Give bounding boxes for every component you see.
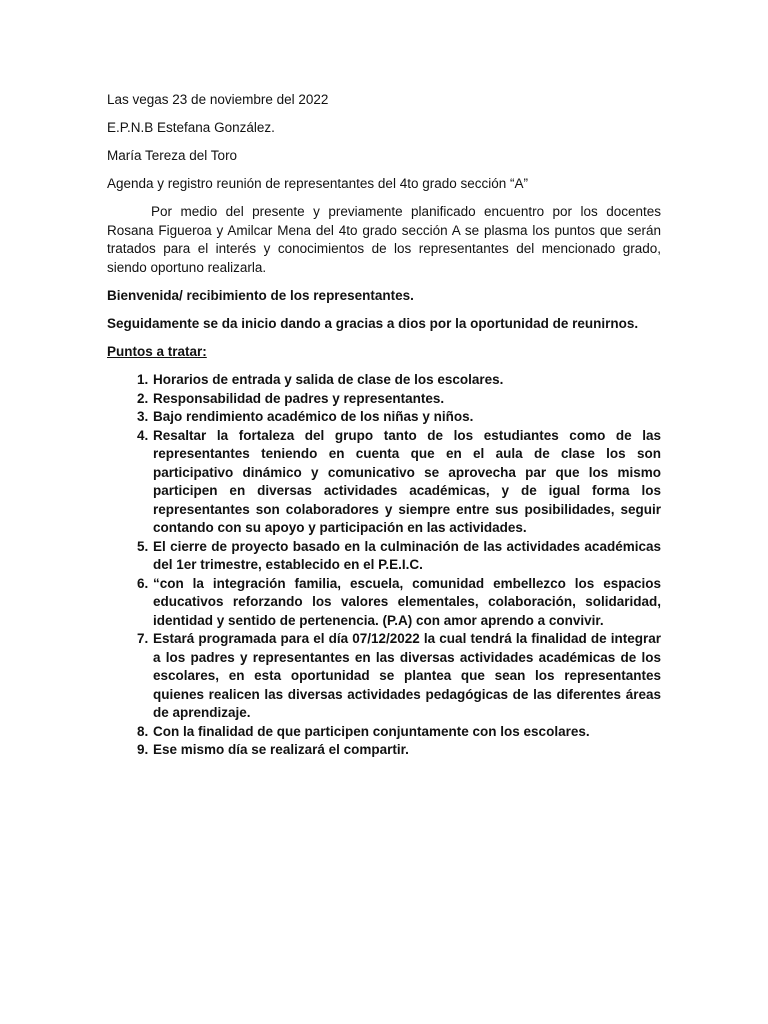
date-line: Las vegas 23 de noviembre del 2022 [107,92,329,107]
agenda-list [107,371,661,760]
welcome-line: Bienvenida/ recibimiento de los representantes. [107,288,414,303]
agenda-item: 9. Ese mismo día se realizará el compartir. [152,741,661,760]
intro-paragraph: Por medio del presente y previamente planificado encuentro por los docentes Rosana Figueroa y Amilcar Mena del 4to grado sección A se plasma los puntos que serán tratados para el interés y conocimientos de los representantes del mencionado grado, siendo oportuno realizarla. [107,204,661,275]
agenda-item: 8. Con la finalidad de que participen conjuntamente con los escolares. [152,723,661,742]
agenda-item: 4. Resaltar la fortaleza del grupo tanto de los estudiantes como de las representantes teniendo en cuenta que en el aula de clase los son participativo dinámico y comunicativo se aprovecha par que los mismo participen en diversas actividades académicas, y de igual forma los representantes son colaboradores y siempre entre sus posibilidades, seguir contando con su apoyo y participación en las actividades. [152,427,661,538]
agenda-item: 5. El cierre de proyecto basado en la culminación de las actividades académicas del 1er trimestre, establecido en el P.E.I.C. [152,538,661,575]
points-heading: Puntos a tratar: [107,344,207,359]
agenda-item: 6. “con la integración familia, escuela, comunidad embellezco los espacios educativos reforzando los valores elementales, colaboración, solidaridad, identidad y sentido de pertenencia. (P.A) con amor aprendo a convivir. [152,575,661,631]
school-name: E.P.N.B Estefana González. [107,120,275,135]
agenda-item: 3. Bajo rendimiento académico de los niñas y niños. [152,408,661,427]
agenda-item: 2. Responsabilidad de padres y representantes. [152,390,661,409]
opening-line: Seguidamente se da inicio dando a gracias a dios por la oportunidad de reunirnos. [107,316,639,331]
person-name: María Tereza del Toro [107,148,238,163]
document-subject: Agenda y registro reunión de representantes del 4to grado sección “A” [107,176,529,191]
agenda-item: 1. Horarios de entrada y salida de clase de los escolares. [152,371,661,390]
agenda-item: 7. Estará programada para el día 07/12/2022 la cual tendrá la finalidad de integrar a los padres y representantes en las diversas actividades académicas de los escolares, en esta oportunidad se plantea que sean los representantes quienes realicen las diversas actividades pedagógicas de las diferentes áreas de aprendizaje. [152,630,661,723]
